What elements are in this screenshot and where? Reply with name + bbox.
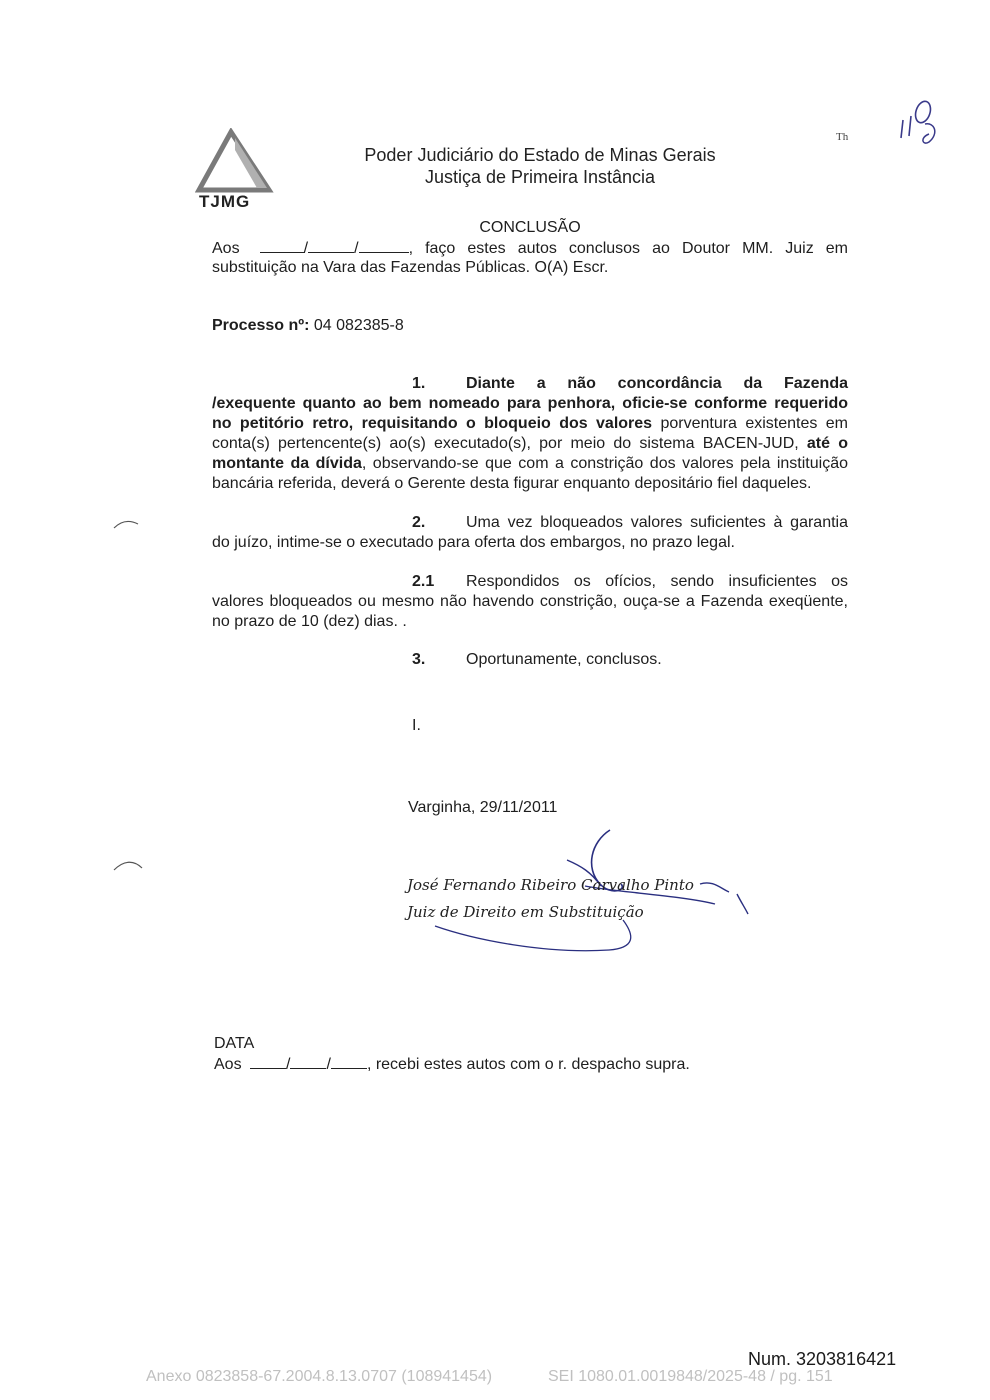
day-blank xyxy=(250,1054,286,1069)
page-subtitle: Justiça de Primeira Instância xyxy=(424,167,656,187)
footer-anexo: Anexo 0823858-67.2004.8.13.0707 (108941454) xyxy=(146,1368,493,1385)
conclusion-heading: CONCLUSÃO xyxy=(479,219,581,236)
month-blank xyxy=(308,238,354,253)
item-2-1 xyxy=(212,572,848,632)
item-1-bold-b: até o montante da dívida xyxy=(212,435,849,472)
margin-mark xyxy=(112,516,142,535)
year-blank xyxy=(331,1054,367,1069)
data-line: Aos / / , recebi estes autos com o r. despacho supra. xyxy=(214,1056,690,1073)
process-line xyxy=(212,316,848,336)
tjmg-logo xyxy=(195,128,275,212)
item-1-text-a: porventura existentes em conta(s) pertencente(s) ao(s) executado(s), por meio do sistema BACEN-JUD, xyxy=(212,415,848,452)
logo-text: TJMG xyxy=(199,192,251,211)
item-2 xyxy=(212,513,848,553)
item-3-text: Oportunamente, conclusos. xyxy=(466,651,662,668)
document-number: Num. 3203816421 xyxy=(748,1349,897,1369)
item-1-number: 1. xyxy=(412,375,426,392)
process-label: Processo nº: xyxy=(212,317,310,334)
conclusion-line-2: substituição na Vara das Fazendas Públicas. O(A) Escr. xyxy=(212,259,609,276)
stamp-text: Th xyxy=(836,131,849,143)
handwritten-page-number xyxy=(895,98,951,159)
day-blank xyxy=(260,238,304,253)
month-blank xyxy=(290,1054,326,1069)
item-3 xyxy=(212,650,848,670)
conclusion-line-1: Aos / / , faço estes autos conclusos ao Doutor MM. Juiz em xyxy=(212,240,849,257)
footer-sei: SEI 1080.01.0019848/2025-48 / pg. 151 xyxy=(548,1368,833,1385)
year-blank xyxy=(359,238,409,253)
data-suffix: , recebi estes autos com o r. despacho supra. xyxy=(366,1056,690,1073)
item-1 xyxy=(212,374,848,494)
data-heading: DATA xyxy=(214,1035,255,1052)
item-3-number: 3. xyxy=(412,651,426,668)
place-date: Varginha, 29/11/2011 xyxy=(408,799,558,816)
item-2-text: Uma vez bloqueados valores suficientes à garantia do juízo, intime-se o executado para oferta dos embargos, no prazo legal. xyxy=(212,514,848,551)
item-2-number: 2. xyxy=(412,514,426,531)
signature-name: José Fernando Ribeiro Carvalho Pinto xyxy=(407,876,694,894)
conclusion-suffix: , faço estes autos conclusos ao Doutor MM. Juiz em xyxy=(408,240,849,257)
triangle-logo-icon xyxy=(195,128,275,194)
item-1-bold-a: Diante a não concordância da Fazenda /exequente quanto ao bem nomeado para penhora, oficie-se conforme requerido no petitório retro, requisitando o bloqueio dos valores xyxy=(212,375,848,432)
item-i: I. xyxy=(412,717,421,734)
page-title: Poder Judiciário do Estado de Minas Gerais xyxy=(364,145,716,165)
item-2-1-number: 2.1 xyxy=(412,573,435,590)
data-prefix: Aos xyxy=(214,1056,242,1073)
margin-mark xyxy=(112,858,146,881)
signature-block xyxy=(395,828,765,963)
item-2-1-text: Respondidos os ofícios, sendo insuficientes os valores bloqueados ou mesmo não havendo constrição, ouça-se a Fazenda exeqüente, no prazo de 10 (dez) dias. . xyxy=(212,573,848,630)
item-1-text-b: , observando-se que com a constrição dos valores pela instituição bancária referida, deverá o Gerente desta figurar enquanto depositário fiel daqueles. xyxy=(212,455,849,492)
conclusion-prefix: Aos xyxy=(212,240,240,257)
signature-title: Juiz de Direito em Substituição xyxy=(407,903,644,921)
process-number: 04 082385-8 xyxy=(313,317,404,334)
